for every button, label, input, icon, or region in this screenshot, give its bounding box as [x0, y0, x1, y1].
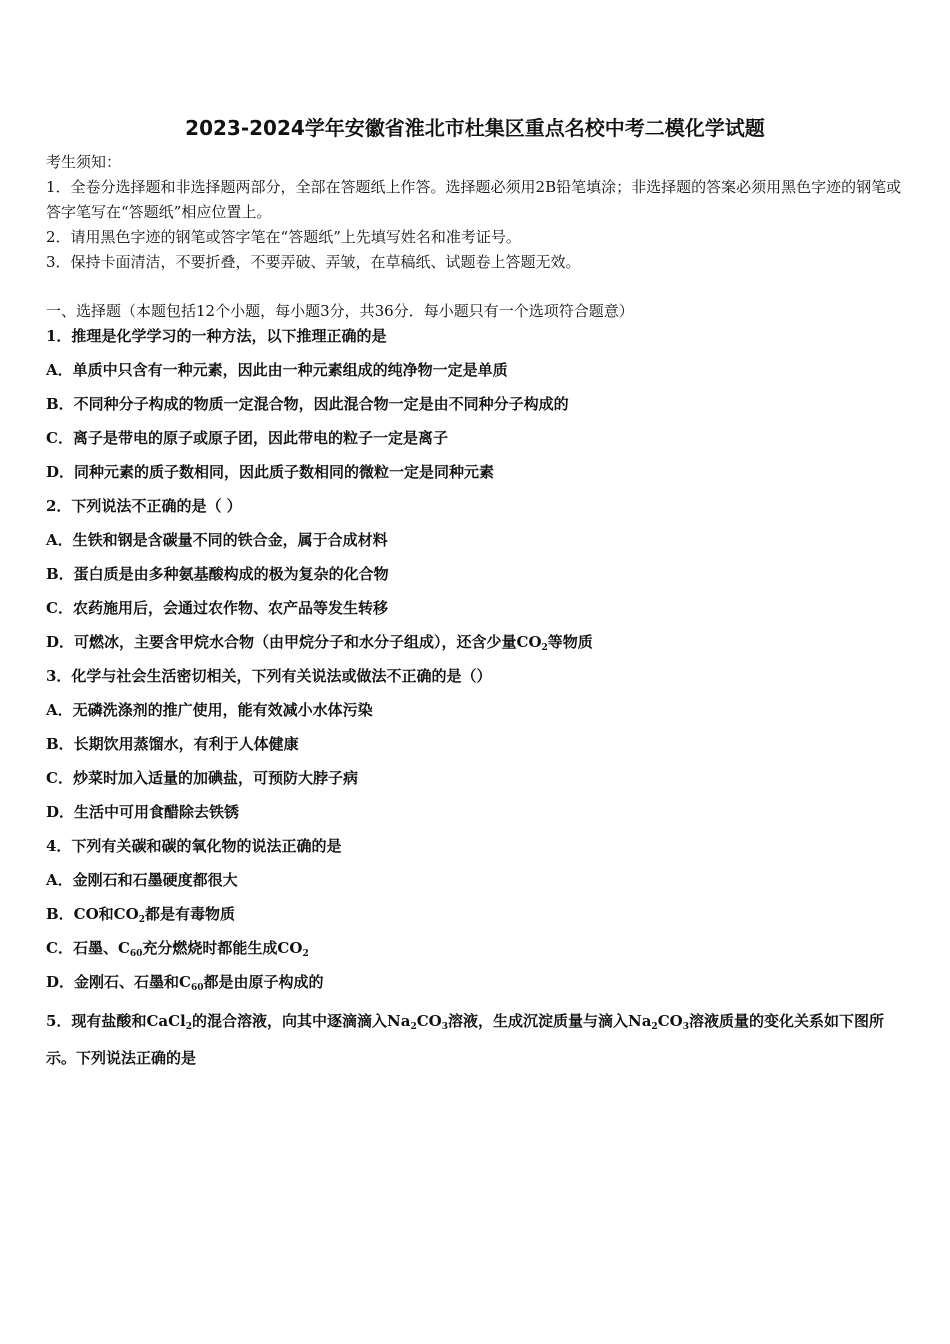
- option-text: 等物质: [547, 633, 593, 651]
- stem-text: 溶液，生成沉淀质量与滴入Na: [447, 1012, 652, 1030]
- question-2-option-c: C．农药施用后，会通过农作物、农产品等发生转移: [46, 599, 388, 617]
- subscript: 2: [185, 1022, 192, 1032]
- question-3-option-b: B．长期饮用蒸馏水，有利于人体健康: [46, 735, 299, 753]
- question-2-option-a: A．生铁和钢是含碳量不同的铁合金，属于合成材料: [46, 531, 388, 549]
- notice-item-2: 2．请用黑色字迹的钢笔或答字笔在“答题纸”上先填写姓名和准考证号。: [46, 228, 521, 246]
- question-1-option-d: D．同种元素的质子数相同，因此质子数相同的微粒一定是同种元素: [46, 463, 495, 481]
- stem-text: CO: [657, 1012, 683, 1030]
- stem-text: CO: [416, 1012, 442, 1030]
- option-text: 充分燃烧时都能生成CO: [142, 939, 303, 957]
- question-3-stem: 3．化学与社会生活密切相关，下列有关说法或做法不正确的是（）: [46, 667, 492, 685]
- question-3-option-d: D．生活中可用食醋除去铁锈: [46, 803, 240, 821]
- subscript: 2: [410, 1022, 417, 1032]
- question-1-stem: 1．推理是化学学习的一种方法，以下推理正确的是: [46, 327, 387, 345]
- question-4-stem: 4．下列有关碳和碳的氧化物的说法正确的是: [46, 837, 342, 855]
- question-4-option-a: A．金刚石和石墨硬度都很大: [46, 871, 238, 889]
- question-2-option-d: [46, 631, 906, 656]
- option-text: C．石墨、C: [46, 939, 130, 957]
- question-4-option-b: [46, 903, 906, 928]
- subscript: 60: [129, 949, 143, 959]
- question-1-option-b: B．不同种分子构成的物质一定混合物，因此混合物一定是由不同种分子构成的: [46, 395, 569, 413]
- question-5-stem: [46, 1004, 906, 1075]
- question-1-option-a: A．单质中只含有一种元素，因此由一种元素组成的纯净物一定是单质: [46, 361, 508, 379]
- question-3-option-c: C．炒菜时加入适量的加碘盐，可预防大脖子病: [46, 769, 358, 787]
- notice-heading: 考生须知：: [46, 153, 122, 171]
- subscript: 3: [441, 1022, 448, 1032]
- subscript: 3: [682, 1022, 689, 1032]
- subscript: 2: [302, 949, 309, 959]
- section-heading: 一、选择题（本题包括12个小题，每小题3分，共36分．每小题只有一个选项符合题意）: [46, 302, 634, 320]
- question-4-option-c: [46, 937, 906, 962]
- question-2-stem: 2．下列说法不正确的是（ ）: [46, 497, 242, 515]
- subscript: 2: [541, 643, 548, 653]
- stem-text: 的混合溶液，向其中逐滴滴入Na: [192, 1012, 411, 1030]
- page-title: 2023-2024学年安徽省淮北市杜集区重点名校中考二模化学试题: [185, 116, 765, 140]
- question-1-option-c: C．离子是带电的原子或原子团，因此带电的粒子一定是离子: [46, 429, 448, 447]
- stem-text: 5．现有盐酸和CaCl: [46, 1012, 186, 1030]
- option-text: D．可燃冰，主要含甲烷水合物（由甲烷分子和水分子组成），还含少量CO: [46, 633, 542, 651]
- question-2-option-b: B．蛋白质是由多种氨基酸构成的极为复杂的化合物: [46, 565, 389, 583]
- notice-item-1: 1．全卷分选择题和非选择题两部分，全部在答题纸上作答。选择题必须用2B铅笔填涂；非选择题的答案必须用黑色字迹的钢笔或答字笔写在“答题纸”相应位置上。: [46, 178, 902, 221]
- option-text: B．CO和CO: [46, 905, 139, 923]
- subscript: 2: [651, 1022, 658, 1032]
- question-4-option-d: [46, 971, 906, 996]
- subscript: 2: [138, 915, 145, 925]
- question-3-option-a: A．无磷洗涤剂的推广使用，能有效减小水体污染: [46, 701, 373, 719]
- option-text: D．金刚石、石墨和C: [46, 973, 191, 991]
- subscript: 60: [190, 983, 204, 993]
- stem-text: 溶液质量的变化关系如下图所示。下列说法正确的是: [46, 1012, 884, 1067]
- option-text: 都是由原子构成的: [203, 973, 324, 991]
- notice-item-3: 3．保持卡面清洁，不要折叠，不要弄破、弄皱，在草稿纸、试题卷上答题无效。: [46, 253, 581, 271]
- option-text: 都是有毒物质: [144, 905, 235, 923]
